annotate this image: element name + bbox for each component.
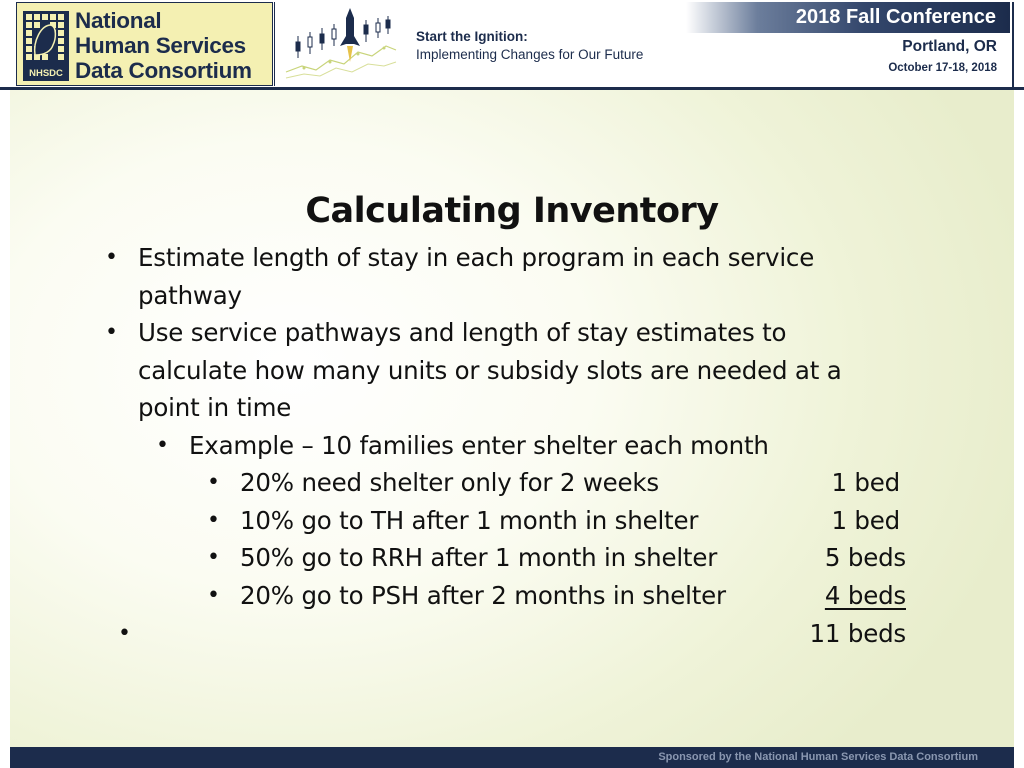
bullet-marker: • [105,320,118,345]
slide-title: Calculating Inventory [305,191,719,231]
example-item-1: 20% need shelter only for 2 weeks [240,468,659,497]
logo-mark-text: NHSDC [29,68,63,79]
logo-text-line1: National [75,8,162,33]
bullet-marker: • [105,245,118,270]
slide-content [10,90,1014,747]
nhsdc-grid-icon [23,11,69,81]
bullet-1-line-2: pathway [138,281,242,310]
conference-banner [686,2,1010,33]
slide-left-margin [0,90,10,768]
example-item-4: 20% go to PSH after 2 months in shelter [240,581,726,610]
bullet-marker: • [156,433,169,458]
example-item-3-beds: 5 beds [824,543,906,572]
conference-theme-subtitle: Implementing Changes for Our Future [416,47,644,62]
example-item-1-beds: 1 bed [831,468,900,497]
example-item-4-beds [770,578,906,614]
example-heading: Example – 10 families enter shelter each month [189,431,769,460]
nhsdc-logo [16,2,273,86]
bullet-1-line-1: Estimate length of stay in each program in each service [138,243,815,272]
header-divider [274,2,275,86]
bullet-marker: • [207,545,220,570]
bullet-marker: • [118,621,131,646]
example-item-4-beds-value: 4 beds [824,581,906,610]
example-item-2: 10% go to TH after 1 month in shelter [240,506,699,535]
sponsor-text: Sponsored by the National Human Services Data Consortium [658,751,978,763]
bullet-marker: • [207,470,220,495]
conference-location: Portland, OR [902,38,997,55]
example-item-2-beds: 1 bed [831,506,900,535]
conference-theme-title: Start the Ignition: [416,29,528,44]
bullet-marker: • [207,583,220,608]
logo-text-line2: Human Services [75,33,246,58]
sponsor-footer [10,747,1014,768]
conference-dates: October 17-18, 2018 [888,62,997,74]
bullet-2-line-3: point in time [138,393,292,422]
bullet-marker: • [207,508,220,533]
conference-header [0,0,1024,90]
bullet-2-line-1: Use service pathways and length of stay estimates to [138,318,787,347]
logo-text-line3: Data Consortium [75,58,252,83]
total-beds: 11 beds [809,619,906,648]
example-item-3: 50% go to RRH after 1 month in shelter [240,543,718,572]
conference-title: 2018 Fall Conference [795,6,996,28]
header-right-rule [1012,2,1014,88]
rocket-launch-icon [284,6,398,84]
bullet-2-line-2: calculate how many units or subsidy slots are needed at a [138,356,842,385]
